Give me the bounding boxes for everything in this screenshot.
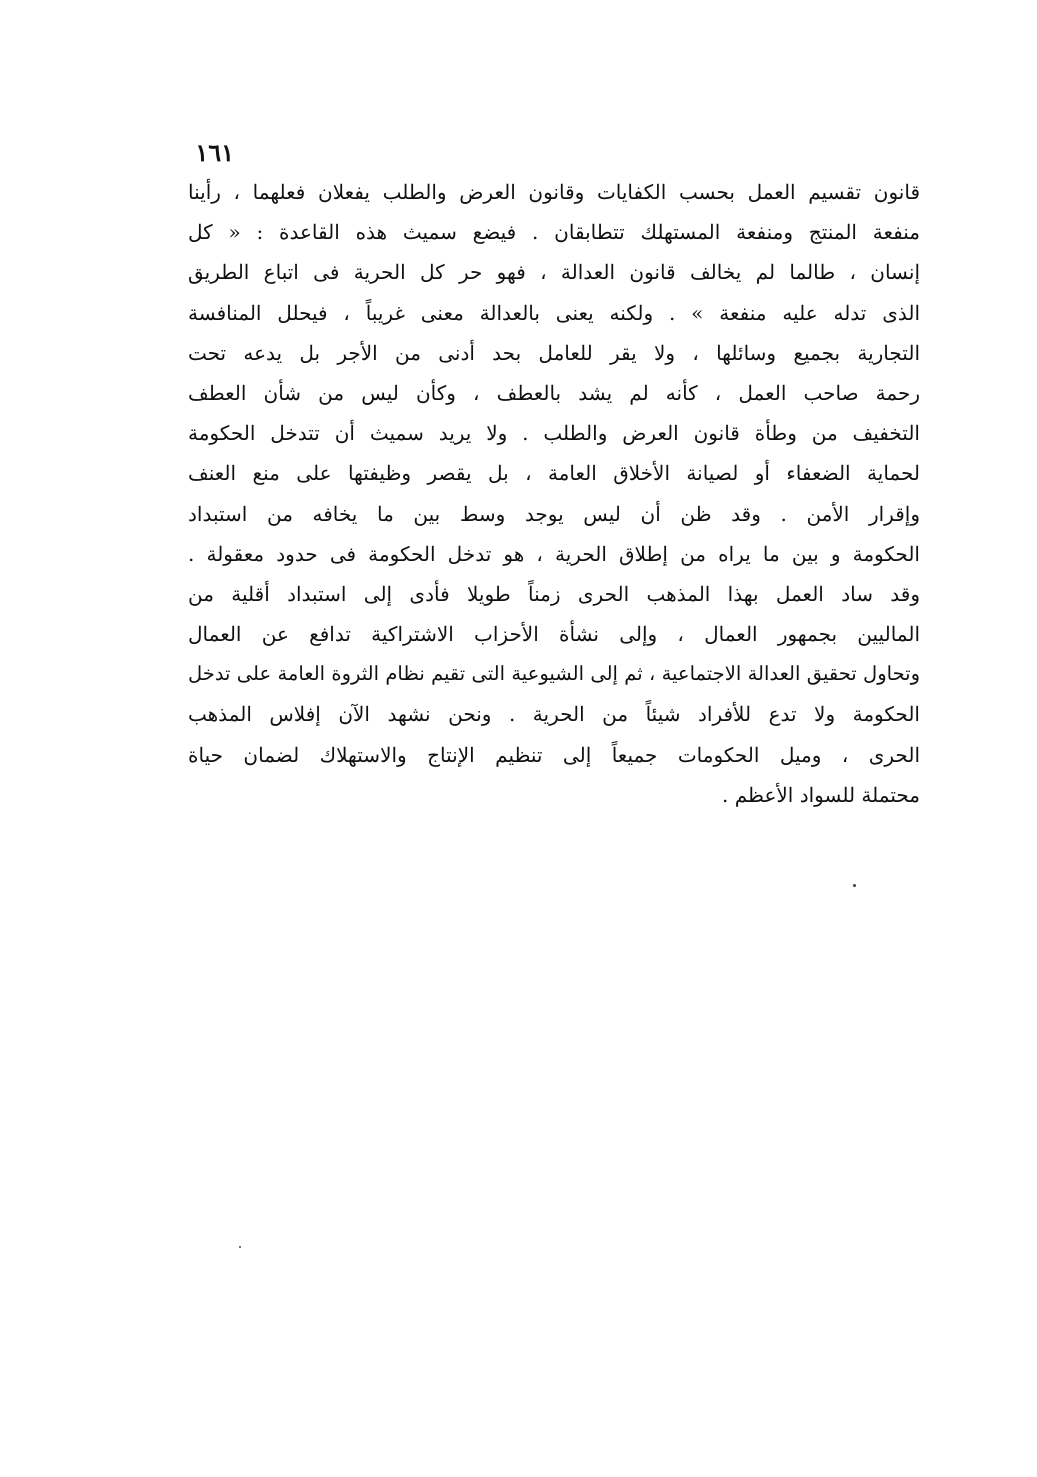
scan-speck <box>853 884 856 887</box>
text-line: التجارية بجميع وسائلها ، ولا يقر للعامل بحد أدنى من الأجر بل يدعه تحت <box>188 340 920 365</box>
text-line: وإقرار الأمن . وقد ظن أن ليس يوجد وسط بين ما يخافه من استبداد <box>188 501 920 526</box>
text-line: التخفيف من وطأة قانون العرض والطلب . ولا يريد سميث أن تتدخل الحكومة <box>188 421 920 446</box>
text-line: الحكومة ولا تدع للأفراد شيئاً من الحرية . ونحن نشهد الآن إفلاس المذهب <box>188 702 920 727</box>
text-line: الماليين بجمهور العمال ، وإلى نشأة الأحزاب الاشتراكية تدافع عن العمال <box>188 622 920 647</box>
text-line: منفعة المنتج ومنفعة المستهلك تتطابقان . فيضع سميث هذه القاعدة : « كل <box>188 220 920 245</box>
text-line: الحكومة و بين ما يراه من إطلاق الحرية ، هو تدخل الحكومة فى حدود معقولة . <box>188 541 920 566</box>
text-line: محتملة للسواد الأعظم . <box>722 782 920 807</box>
text-line: وقد ساد العمل بهذا المذهب الحرى زمناً طويلا فأدى إلى استبداد أقلية من <box>188 581 920 606</box>
text-line: لحماية الضعفاء أو لصيانة الأخلاق العامة ، بل يقصر وظيفتها على منع العنف <box>188 461 920 486</box>
text-line: قانون تقسيم العمل بحسب الكفايات وقانون العرض والطلب يفعلان فعلهما ، رأينا <box>188 180 920 204</box>
text-line: الذى تدله عليه منفعة » . ولكنه يعنى بالعدالة معنى غريباً ، فيحلل المنافسة <box>188 300 920 325</box>
body-text <box>188 172 920 815</box>
page-number: ١٦١ <box>195 138 234 167</box>
text-line: الحرى ، وميل الحكومات جميعاً إلى تنظيم الإنتاج والاستهلاك لضمان حياة <box>188 742 920 767</box>
text-line: وتحاول تحقيق العدالة الاجتماعية ، ثم إلى الشيوعية التى تقيم نظام الثروة العامة على تدخل <box>188 662 920 686</box>
text-line: رحمة صاحب العمل ، كأنه لم يشد بالعطف ، وكأن ليس من شأن العطف <box>188 380 920 405</box>
text-line: إنسان ، طالما لم يخالف قانون العدالة ، فهو حر كل الحرية فى اتباع الطريق <box>188 260 920 285</box>
scan-speck <box>239 1246 241 1248</box>
